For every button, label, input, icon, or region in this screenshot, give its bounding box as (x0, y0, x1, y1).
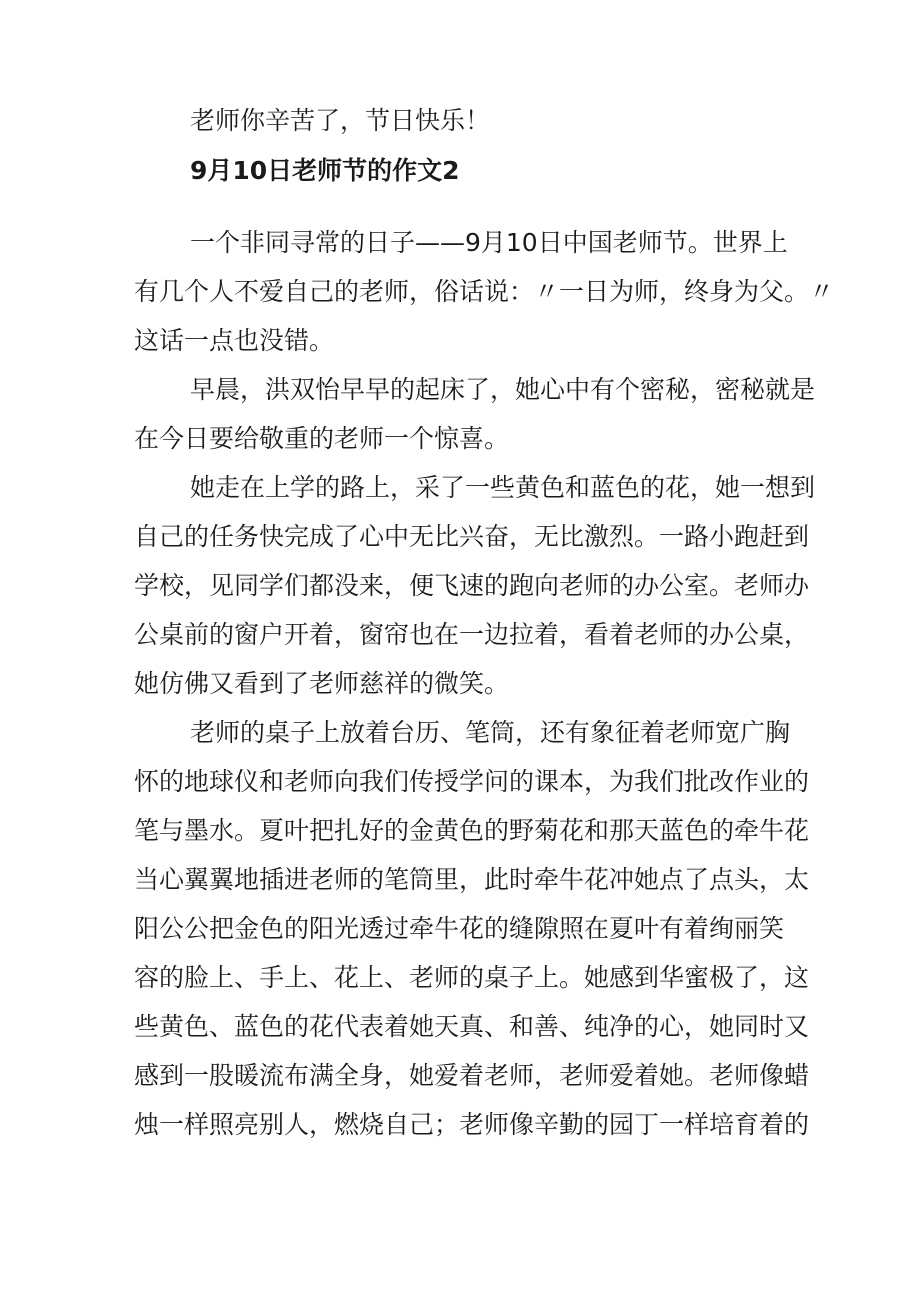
paragraph-line: 早晨，洪双怡早早的起床了，她心中有个密秘，密秘就是 (190, 375, 816, 404)
paragraph-line: 她走在上学的路上，采了一些黄色和蓝色的花，她一想到 (190, 473, 816, 502)
closing-line: 老师你辛苦了，节日快乐！ (190, 106, 491, 135)
paragraph-line: 老师的桌子上放着台历、笔筒，还有象征着老师宽广胸 (190, 718, 791, 747)
paragraph-4 (134, 708, 809, 1149)
paragraph-line: 感到一股暖流布满全身，她爱着老师，老师爱着她。老师像蜡 (134, 1061, 810, 1090)
paragraph-line: 烛一样照亮别人，燃烧自己；老师像辛勤的园丁一样培育着的 (134, 1110, 810, 1139)
paragraph-line: 当心翼翼地插进老师的笔筒里，此时牵牛花冲她点了点头，太 (134, 865, 810, 894)
paragraph-line: 阳公公把金色的阳光透过牵牛花的缝隙照在夏叶有着绚丽笑 (134, 914, 785, 943)
paragraph-line: 一个非同寻常的日子——9月10日中国老师节。世界上 (190, 228, 788, 257)
paragraph-2 (134, 365, 815, 463)
paragraph-line: 这话一点也没错。 (134, 326, 335, 355)
paragraph-line: 自己的任务快完成了心中无比兴奋，无比激烈。一路小跑赶到 (134, 522, 810, 551)
paragraph-line: 容的脸上、手上、花上、老师的桌子上。她感到华蜜极了，这 (134, 963, 810, 992)
paragraph-line: 在今日要给敬重的老师一个惊喜。 (134, 424, 510, 453)
paragraph-line: 公桌前的窗户开着，窗帘也在一边拉着，看着老师的办公桌， (134, 620, 810, 649)
paragraph-line: 她仿佛又看到了老师慈祥的微笑。 (134, 669, 510, 698)
paragraph-line: 笔与墨水。夏叶把扎好的金黄色的野菊花和那天蓝色的牵牛花 (134, 816, 810, 845)
paragraph-line: 学校，见同学们都没来，便飞速的跑向老师的办公室。老师办 (134, 571, 810, 600)
essay-heading: 9月10日老师节的作文2 (190, 156, 460, 185)
paragraph-line: 有几个人不爱自己的老师，俗话说：〃一日为师，终身为父。〃 (134, 277, 835, 306)
paragraph-3 (134, 463, 815, 708)
paragraph-1 (134, 218, 834, 365)
paragraph-line: 怀的地球仪和老师向我们传授学问的课本，为我们批改作业的 (134, 767, 810, 796)
paragraph-line: 些黄色、蓝色的花代表着她天真、和善、纯净的心，她同时又 (134, 1012, 810, 1041)
